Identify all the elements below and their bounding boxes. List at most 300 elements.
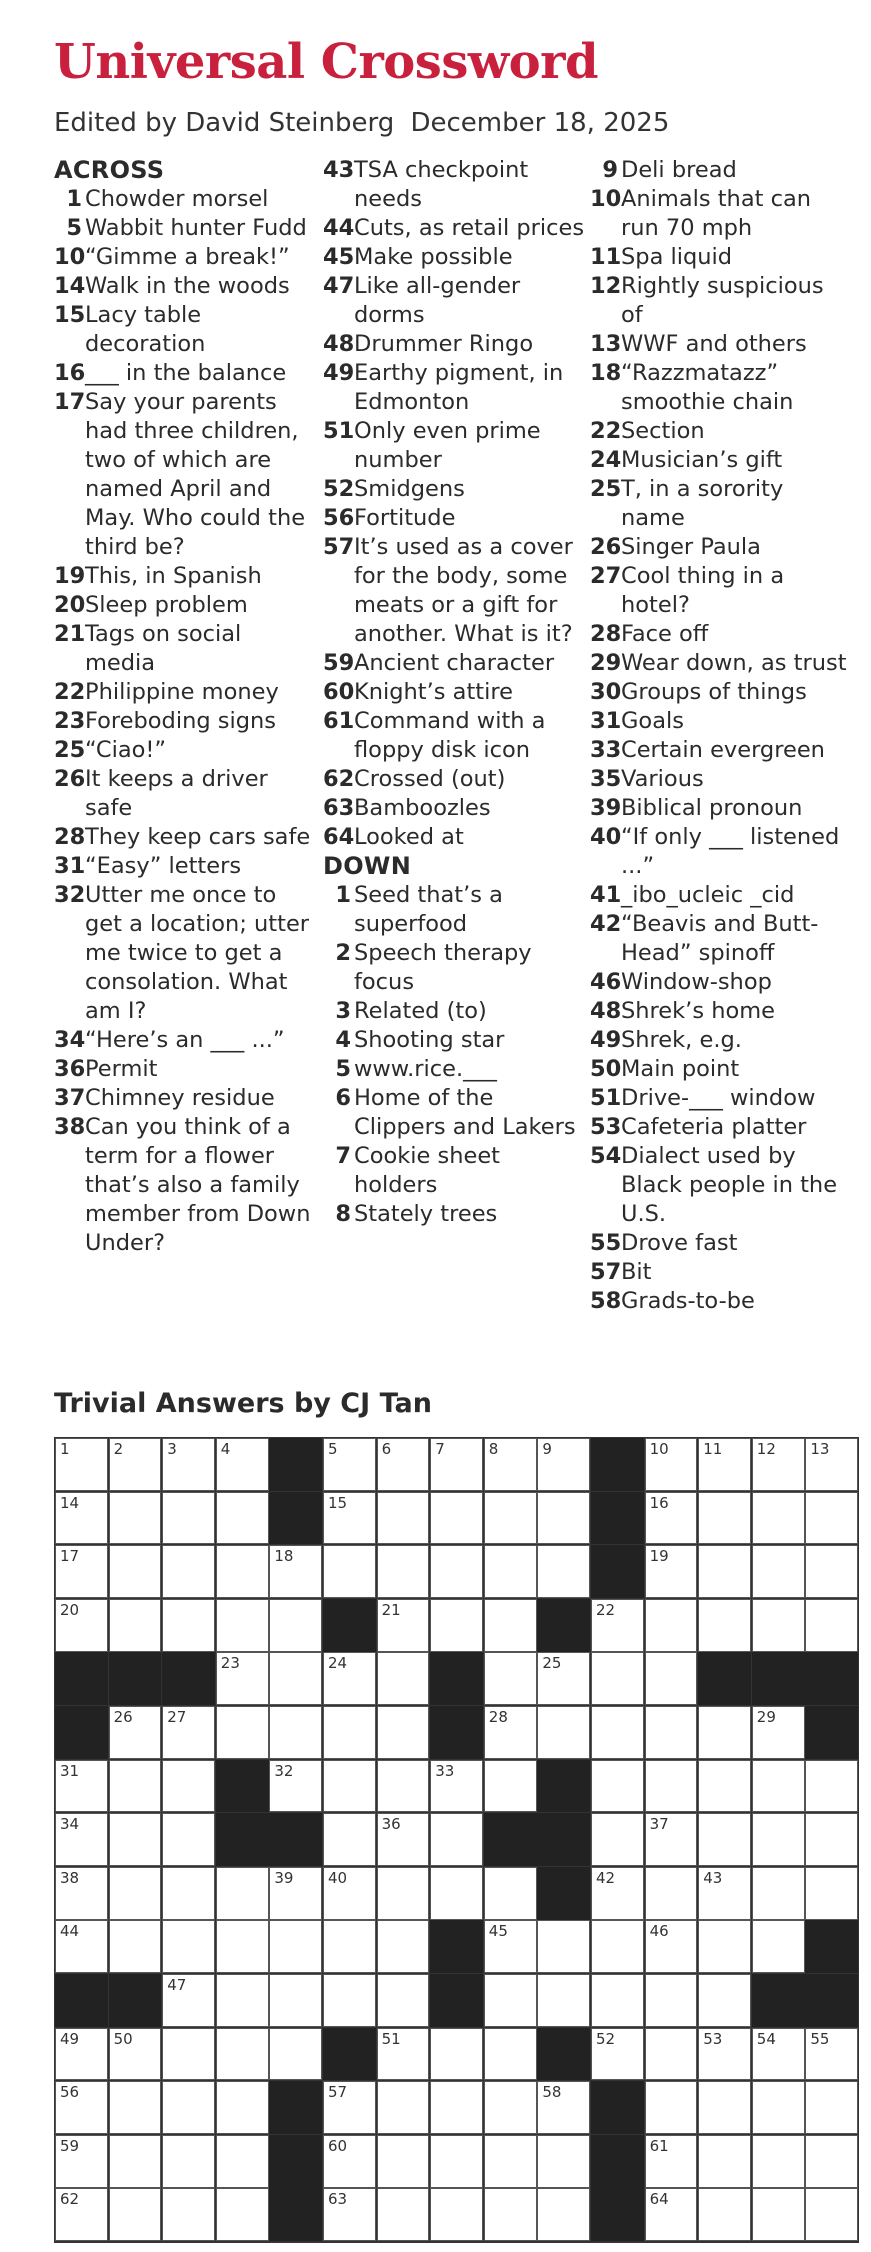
grid-cell[interactable] (752, 1813, 805, 1866)
clue (323, 881, 585, 939)
clue (323, 707, 585, 765)
grid-cell[interactable] (698, 1920, 751, 1973)
grid-cell[interactable] (752, 1599, 805, 1652)
grid-cell[interactable] (645, 1974, 698, 2027)
clue-number: 13 (590, 331, 622, 357)
clue-text: Drive-___ window (621, 1085, 816, 1111)
cell-number: 7 (435, 1440, 445, 1458)
clue-number: 53 (590, 1114, 622, 1140)
grid-cell[interactable] (430, 1599, 483, 1652)
grid-cell[interactable] (645, 1813, 698, 1866)
cell-number: 14 (60, 1493, 80, 1512)
grid-cell[interactable] (216, 1492, 269, 1545)
grid-cell[interactable] (484, 1492, 537, 1545)
grid-cell[interactable] (55, 1760, 108, 1813)
clue-text: Bit (621, 1259, 652, 1285)
grid-cell[interactable] (698, 1599, 751, 1652)
grid-cell[interactable] (377, 1599, 430, 1652)
cell-number: 54 (756, 2029, 776, 2048)
grid-cell[interactable] (109, 1492, 162, 1545)
grid-cell[interactable] (109, 2028, 162, 2081)
grid-cell[interactable] (162, 1706, 215, 1759)
grid-cell[interactable] (537, 1974, 590, 2027)
grid-cell[interactable] (591, 1867, 644, 1920)
grid-cell[interactable] (216, 1599, 269, 1652)
grid-cell[interactable] (377, 1438, 430, 1491)
grid-cell[interactable] (484, 1438, 537, 1491)
grid-cell[interactable] (377, 2081, 430, 2134)
grid-cell[interactable] (698, 1438, 751, 1491)
grid-cell[interactable] (591, 1599, 644, 1652)
grid-cell[interactable] (55, 2135, 108, 2188)
cell-number: 34 (60, 1815, 80, 1834)
grid-cell[interactable] (537, 1652, 590, 1705)
clue (590, 910, 852, 968)
clue-text: _ibo_ucleic _cid (621, 882, 795, 908)
grid-cell[interactable] (55, 1920, 108, 1973)
clue (590, 1055, 852, 1084)
clue-text: Looked at (354, 824, 464, 850)
grid-cell[interactable] (698, 2135, 751, 2188)
clue (54, 214, 316, 243)
clue (590, 736, 852, 765)
clue (54, 881, 316, 1026)
cell-number: 18 (274, 1547, 294, 1566)
cell-number: 20 (60, 1600, 80, 1619)
grid-cell[interactable] (645, 1599, 698, 1652)
grid-block (323, 1599, 376, 1652)
grid-cell[interactable] (55, 2081, 108, 2134)
grid-block (591, 1438, 644, 1491)
grid-cell[interactable] (430, 1545, 483, 1598)
grid-cell[interactable] (752, 1706, 805, 1759)
grid-cell[interactable] (805, 1599, 858, 1652)
clue-text: Shooting star (354, 1027, 505, 1053)
grid-cell[interactable] (216, 1920, 269, 1973)
clue-number: 33 (590, 737, 622, 763)
grid-cell[interactable] (269, 1599, 322, 1652)
grid-cell[interactable] (377, 1974, 430, 2027)
grid-cell[interactable] (162, 2135, 215, 2188)
grid-cell[interactable] (323, 1974, 376, 2027)
grid-cell[interactable] (216, 2135, 269, 2188)
grid-cell[interactable] (109, 1599, 162, 1652)
grid-cell[interactable] (484, 1652, 537, 1705)
clue-text: This, in Spanish (85, 563, 262, 589)
grid-cell[interactable] (484, 1920, 537, 1973)
grid-cell[interactable] (162, 1492, 215, 1545)
clue (590, 1258, 852, 1287)
grid-cell[interactable] (377, 1652, 430, 1705)
grid-cell[interactable] (484, 1706, 537, 1759)
grid-cell[interactable] (591, 1974, 644, 2027)
clue (590, 330, 852, 359)
clue-number: 50 (590, 1056, 622, 1082)
grid-cell[interactable] (269, 2028, 322, 2081)
grid-cell[interactable] (216, 1652, 269, 1705)
clue-number: 25 (54, 737, 86, 763)
grid-cell[interactable] (645, 1492, 698, 1545)
clue-text: Face off (621, 621, 709, 647)
grid-cell[interactable] (537, 2135, 590, 2188)
grid-cell[interactable] (537, 1492, 590, 1545)
grid-cell[interactable] (430, 2135, 483, 2188)
clue (590, 707, 852, 736)
clue-text: TSA checkpoint needs (354, 157, 529, 212)
cell-number: 17 (60, 1547, 80, 1566)
grid-cell[interactable] (377, 2188, 430, 2241)
trivial-answers-credit: Trivial Answers by CJ Tan (54, 1388, 432, 1419)
grid-cell[interactable] (645, 1760, 698, 1813)
grid-cell[interactable] (269, 1760, 322, 1813)
grid-cell[interactable] (323, 2188, 376, 2241)
cell-number: 50 (113, 2029, 133, 2048)
grid-cell[interactable] (484, 1974, 537, 2027)
clue-text: Make possible (354, 244, 513, 270)
grid-cell[interactable] (55, 1599, 108, 1652)
grid-cell[interactable] (377, 2135, 430, 2188)
grid-cell[interactable] (537, 2081, 590, 2134)
grid-block (216, 1760, 269, 1813)
grid-cell[interactable] (752, 1920, 805, 1973)
clue (590, 794, 852, 823)
grid-cell[interactable] (430, 1492, 483, 1545)
clue-text: “Gimme a break!” (85, 244, 290, 270)
clue-number: 34 (54, 1027, 86, 1053)
clue-text: Like all-gender dorms (354, 273, 521, 328)
grid-cell[interactable] (323, 1760, 376, 1813)
grid-cell[interactable] (430, 2188, 483, 2241)
grid-cell[interactable] (323, 1438, 376, 1491)
grid-cell[interactable] (109, 2188, 162, 2241)
grid-cell[interactable] (430, 2081, 483, 2134)
clue-text: Related (to) (354, 998, 487, 1024)
clue-text: Section (621, 418, 705, 444)
clue-number: 48 (590, 998, 622, 1024)
clue (590, 1026, 852, 1055)
grid-cell[interactable] (484, 2081, 537, 2134)
grid-cell[interactable] (269, 1545, 322, 1598)
grid-cell[interactable] (323, 1545, 376, 1598)
clue-text: Ancient character (354, 650, 555, 676)
grid-cell[interactable] (323, 1492, 376, 1545)
grid-cell[interactable] (752, 2135, 805, 2188)
clue-number: 54 (590, 1143, 622, 1169)
clue (54, 359, 316, 388)
clue (54, 765, 316, 823)
clue-text: Crossed (out) (354, 766, 506, 792)
grid-cell[interactable] (698, 1760, 751, 1813)
grid-cell[interactable] (323, 1706, 376, 1759)
clue-number: 41 (590, 882, 622, 908)
grid-cell[interactable] (162, 1760, 215, 1813)
grid-cell[interactable] (109, 2135, 162, 2188)
grid-cell[interactable] (162, 1974, 215, 2027)
grid-cell[interactable] (805, 2081, 858, 2134)
grid-cell[interactable] (109, 2081, 162, 2134)
clue (54, 185, 316, 214)
grid-cell[interactable] (269, 1867, 322, 1920)
clue-number: 64 (323, 824, 355, 850)
grid-cell[interactable] (216, 2188, 269, 2241)
grid-cell[interactable] (752, 2188, 805, 2241)
cell-number: 26 (113, 1708, 133, 1726)
grid-cell[interactable] (752, 2028, 805, 2081)
cell-number: 55 (810, 2029, 830, 2048)
grid-cell[interactable] (55, 1438, 108, 1491)
clue (590, 562, 852, 620)
grid-cell[interactable] (645, 2028, 698, 2081)
grid-cell[interactable] (645, 1652, 698, 1705)
clue-number: 56 (323, 505, 355, 531)
grid-cell[interactable] (323, 1920, 376, 1973)
grid-cell[interactable] (752, 1760, 805, 1813)
grid-block (537, 2028, 590, 2081)
clue-text: Knight’s attire (354, 679, 513, 705)
grid-cell[interactable] (484, 1760, 537, 1813)
grid-cell[interactable] (323, 2135, 376, 2188)
clue (323, 823, 585, 852)
grid-cell[interactable] (645, 1867, 698, 1920)
grid-cell[interactable] (537, 1706, 590, 1759)
cell-number: 63 (328, 2190, 348, 2209)
grid-cell[interactable] (216, 2081, 269, 2134)
clue-text: Philippine money (85, 679, 279, 705)
grid-cell[interactable] (162, 1813, 215, 1866)
grid-cell[interactable] (377, 1867, 430, 1920)
grid-cell[interactable] (55, 1813, 108, 1866)
grid-cell[interactable] (377, 2028, 430, 2081)
grid-cell[interactable] (484, 1867, 537, 1920)
clue (54, 823, 316, 852)
grid-cell[interactable] (323, 1813, 376, 1866)
cell-number: 61 (649, 2136, 669, 2155)
grid-cell[interactable] (109, 1920, 162, 1973)
clue-text: Say your parents had three children, two of which are named April and May. Who could the third be? (85, 389, 306, 560)
grid-cell[interactable] (698, 1545, 751, 1598)
cell-number: 32 (274, 1761, 294, 1780)
grid-cell[interactable] (269, 1920, 322, 1973)
clue-number: 18 (590, 360, 622, 386)
grid-cell[interactable] (109, 1438, 162, 1491)
clue-text: ___ in the balance (85, 360, 287, 386)
clue-number: 57 (590, 1259, 622, 1285)
clue-number: 1 (335, 882, 351, 908)
grid-cell[interactable] (484, 1545, 537, 1598)
clue-number: 28 (54, 824, 86, 850)
grid-cell[interactable] (377, 1760, 430, 1813)
clue-text: Foreboding signs (85, 708, 277, 734)
grid-cell[interactable] (591, 1706, 644, 1759)
grid-cell[interactable] (484, 2135, 537, 2188)
grid-cell[interactable] (591, 1813, 644, 1866)
grid-cell[interactable] (55, 1492, 108, 1545)
grid-cell[interactable] (537, 1920, 590, 1973)
grid-cell[interactable] (752, 1867, 805, 1920)
clue-text: Tags on social media (85, 621, 242, 676)
grid-cell[interactable] (377, 1813, 430, 1866)
clue-number: 24 (590, 447, 622, 473)
grid-cell[interactable] (484, 2028, 537, 2081)
grid-cell[interactable] (162, 1867, 215, 1920)
grid-cell[interactable] (805, 1760, 858, 1813)
grid-cell[interactable] (430, 1760, 483, 1813)
grid-cell[interactable] (698, 2188, 751, 2241)
grid-cell[interactable] (484, 1599, 537, 1652)
grid-cell[interactable] (537, 1438, 590, 1491)
grid-cell[interactable] (645, 2188, 698, 2241)
down-heading: DOWN (323, 852, 412, 880)
grid-cell[interactable] (484, 2188, 537, 2241)
clue-column-3 (590, 156, 852, 1316)
grid-cell[interactable] (805, 1438, 858, 1491)
grid-cell[interactable] (216, 1545, 269, 1598)
cell-number: 29 (756, 1708, 776, 1726)
clue (323, 1026, 585, 1055)
grid-block (537, 1599, 590, 1652)
grid-cell[interactable] (430, 2028, 483, 2081)
grid-cell[interactable] (805, 1867, 858, 1920)
grid-cell[interactable] (591, 1652, 644, 1705)
grid-cell[interactable] (698, 2028, 751, 2081)
grid-cell[interactable] (216, 1867, 269, 1920)
grid-cell[interactable] (698, 1706, 751, 1759)
grid-cell[interactable] (645, 2135, 698, 2188)
clue-text: Command with a floppy disk icon (354, 708, 546, 763)
clue (323, 359, 585, 417)
grid-cell[interactable] (645, 2081, 698, 2134)
grid-cell[interactable] (162, 1545, 215, 1598)
grid-cell[interactable] (162, 2028, 215, 2081)
grid-cell[interactable] (109, 1760, 162, 1813)
clue (54, 620, 316, 678)
clue (54, 562, 316, 591)
grid-cell[interactable] (109, 1813, 162, 1866)
cell-number: 21 (381, 1600, 401, 1619)
grid-cell[interactable] (698, 2081, 751, 2134)
grid-cell[interactable] (752, 1438, 805, 1491)
clue-number: 4 (335, 1027, 351, 1053)
grid-cell[interactable] (645, 1438, 698, 1491)
grid-cell[interactable] (805, 1492, 858, 1545)
editor-credit: Edited by David Steinberg (54, 108, 395, 138)
grid-cell[interactable] (698, 1867, 751, 1920)
grid-cell[interactable] (698, 1492, 751, 1545)
grid-cell[interactable] (591, 2028, 644, 2081)
clue-number: 43 (323, 157, 355, 183)
cell-number: 27 (167, 1708, 187, 1726)
clue-number: 49 (590, 1027, 622, 1053)
grid-cell[interactable] (752, 1492, 805, 1545)
clue (54, 1084, 316, 1113)
clue-text: Deli bread (621, 157, 737, 183)
cell-number: 51 (381, 2029, 401, 2048)
grid-cell[interactable] (162, 1438, 215, 1491)
grid-cell[interactable] (537, 2188, 590, 2241)
grid-cell[interactable] (377, 1706, 430, 1759)
grid-cell[interactable] (109, 1545, 162, 1598)
clue-number: 29 (590, 650, 622, 676)
grid-cell[interactable] (269, 1652, 322, 1705)
clue-text: “Here’s an ___ ...” (85, 1027, 285, 1053)
clue (323, 649, 585, 678)
clue (54, 1026, 316, 1055)
grid-cell[interactable] (323, 2081, 376, 2134)
grid-cell[interactable] (109, 1867, 162, 1920)
grid-cell[interactable] (430, 1813, 483, 1866)
grid-cell[interactable] (109, 1706, 162, 1759)
clue-number: 58 (590, 1288, 622, 1314)
cell-number: 25 (542, 1654, 562, 1673)
crossword-grid (54, 1437, 859, 2243)
grid-cell[interactable] (216, 1706, 269, 1759)
clue-number: 9 (602, 157, 618, 183)
grid-cell[interactable] (430, 1438, 483, 1491)
across-heading: ACROSS (54, 156, 165, 184)
grid-cell[interactable] (805, 2188, 858, 2241)
grid-cell[interactable] (645, 1920, 698, 1973)
grid-cell[interactable] (591, 1920, 644, 1973)
clue (323, 1200, 585, 1229)
grid-cell[interactable] (162, 1599, 215, 1652)
grid-cell[interactable] (805, 1545, 858, 1598)
grid-cell[interactable] (55, 1867, 108, 1920)
clue-number: 10 (590, 186, 622, 212)
grid-cell[interactable] (323, 1652, 376, 1705)
grid-cell[interactable] (55, 2188, 108, 2241)
cell-number: 59 (60, 2136, 80, 2155)
grid-cell[interactable] (377, 1545, 430, 1598)
clue (590, 997, 852, 1026)
grid-cell[interactable] (269, 1974, 322, 2027)
grid-cell[interactable] (216, 2028, 269, 2081)
cell-number: 33 (435, 1761, 455, 1780)
grid-cell[interactable] (645, 1706, 698, 1759)
grid-block (805, 1974, 858, 2027)
grid-cell[interactable] (55, 2028, 108, 2081)
grid-cell[interactable] (323, 1867, 376, 1920)
byline (54, 108, 669, 138)
grid-cell[interactable] (805, 1813, 858, 1866)
clue (54, 1055, 316, 1084)
grid-cell[interactable] (216, 1974, 269, 2027)
grid-cell[interactable] (377, 1492, 430, 1545)
grid-cell[interactable] (162, 2188, 215, 2241)
clue (590, 417, 852, 446)
grid-cell[interactable] (377, 1920, 430, 1973)
clue-text: Musician’s gift (621, 447, 783, 473)
grid-cell[interactable] (216, 1438, 269, 1491)
grid-cell[interactable] (162, 1920, 215, 1973)
grid-cell[interactable] (269, 1706, 322, 1759)
grid-cell[interactable] (698, 1974, 751, 2027)
grid-cell[interactable] (752, 1545, 805, 1598)
clue (54, 591, 316, 620)
grid-cell[interactable] (591, 1760, 644, 1813)
cell-number: 56 (60, 2083, 80, 2102)
grid-block (269, 1438, 322, 1491)
grid-cell[interactable] (698, 1813, 751, 1866)
grid-cell[interactable] (805, 2135, 858, 2188)
grid-cell[interactable] (752, 2081, 805, 2134)
grid-cell[interactable] (430, 1867, 483, 1920)
grid-cell[interactable] (805, 2028, 858, 2081)
grid-cell[interactable] (537, 1545, 590, 1598)
grid-cell[interactable] (645, 1545, 698, 1598)
grid-cell[interactable] (162, 2081, 215, 2134)
clue-number: 40 (590, 824, 622, 850)
grid-cell[interactable] (55, 1545, 108, 1598)
